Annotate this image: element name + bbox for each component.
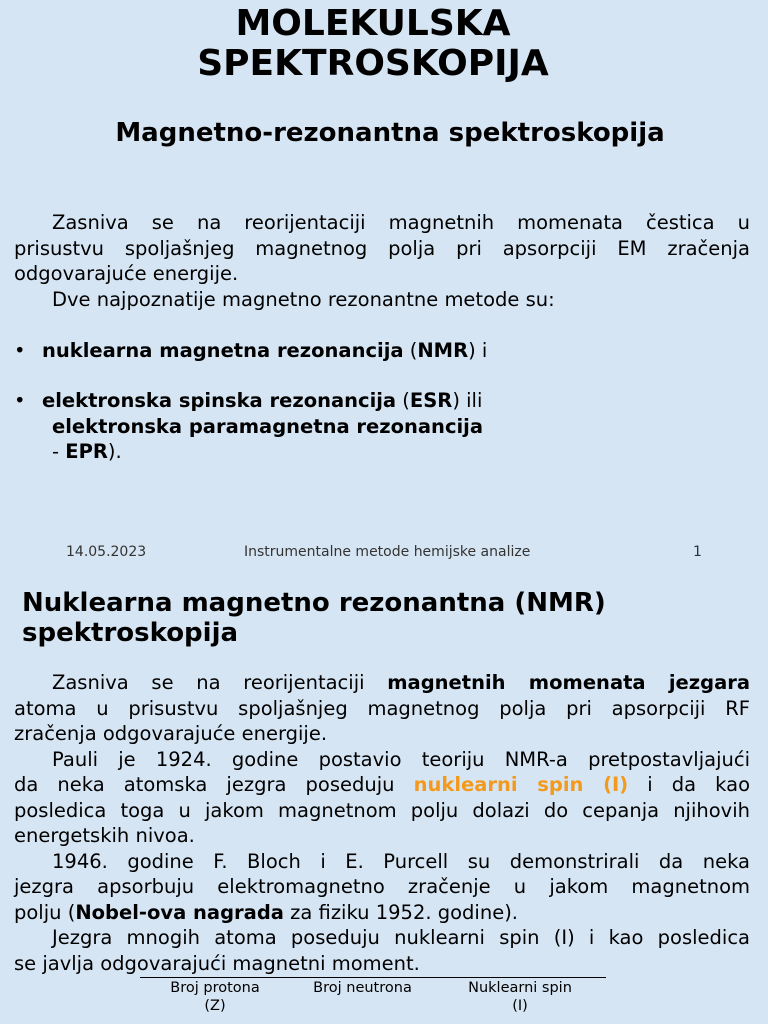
text-line: polju (Nobel-ova nagrada za fiziku 1952. godine).: [14, 900, 519, 924]
table-header-neutrons: Broj neutrona: [313, 980, 412, 996]
text-line: da neka atomska jezgra poseduju nuklearni spin (I) i da kao: [14, 773, 750, 796]
text-line: elektronska paramagnetna rezonancija: [52, 414, 484, 438]
text-line: - EPR).: [52, 440, 122, 463]
text-line: se javlja odgovarajući magnetni moment.: [14, 951, 420, 975]
text-line: Zasniva se na reorijentaciji magnetnih momenata jezgara: [52, 671, 751, 694]
text-line: Dve najpoznatije magnetno rezonantne metode su:: [52, 287, 555, 311]
slide1-paragraph-1: [14, 210, 750, 312]
slide2-heading: [22, 588, 742, 648]
slide2-body: [14, 670, 750, 976]
title-line-2: SPEKTROSKOPIJA: [197, 43, 549, 84]
text-line: posledica toga u jakom magnetnom polju dolazi do cepanja njihovih: [14, 798, 750, 822]
text-line: Pauli je 1924. godine postavio teoriju NMR-a pretpostavljajući: [52, 747, 750, 771]
text-line: Jezgra mnogih atoma poseduju nuklearni spin (I) i kao posledica: [52, 926, 750, 949]
footer-date: 14.05.2023: [66, 544, 147, 560]
heading-line-2: spektroskopija: [22, 618, 239, 648]
slide1-title: [0, 4, 746, 84]
heading-line-1: Nuklearna magnetno rezonantna (NMR): [22, 588, 606, 618]
bullet-dot: •: [14, 389, 26, 412]
text-line: odgovarajuće energije.: [14, 262, 239, 285]
footer-title: Instrumentalne metode hemijske analize: [244, 544, 531, 560]
text-line: atoma u prisustvu spoljašnjeg magnetnog polja pri apsorpciji RF: [14, 696, 750, 720]
title-line-1: MOLEKULSKA: [235, 3, 511, 44]
text-line: prisustvu spoljašnjeg magnetnog polja pri apsorpciji EM zračenja: [14, 236, 750, 260]
text-line: jezgra apsorbuju elektromagnetno zračenje u jakom magnetnom: [14, 875, 750, 898]
nuclear-spin-highlight: nuklearni spin (I): [413, 773, 629, 796]
text-line: energetskih nivoa.: [14, 824, 195, 847]
slide1-subtitle: Magnetno-rezonantna spektroskopija: [115, 118, 665, 148]
footer-page-number: 1: [693, 544, 702, 560]
text-line: elektronska spinska rezonancija (ESR) ili: [42, 389, 483, 412]
text-line: 1946. godine F. Bloch i E. Purcell su demonstrirali da neka: [52, 849, 750, 873]
bullet-item-nmr: nuklearna magnetna rezonancija (NMR) i: [42, 339, 488, 362]
table-header-protons: Broj protona (Z): [170, 980, 260, 1014]
table-header-nuclear-spin: Nuklearni spin (I): [468, 980, 572, 1014]
text-line: Zasniva se na reorijentaciji magnetnih momenata čestica u: [52, 211, 750, 234]
text-line: zračenja odgovarajuće energije.: [14, 722, 328, 745]
bullet-item-esr: [42, 388, 483, 465]
bullet-dot: •: [14, 339, 26, 362]
table-top-border: [140, 977, 606, 978]
